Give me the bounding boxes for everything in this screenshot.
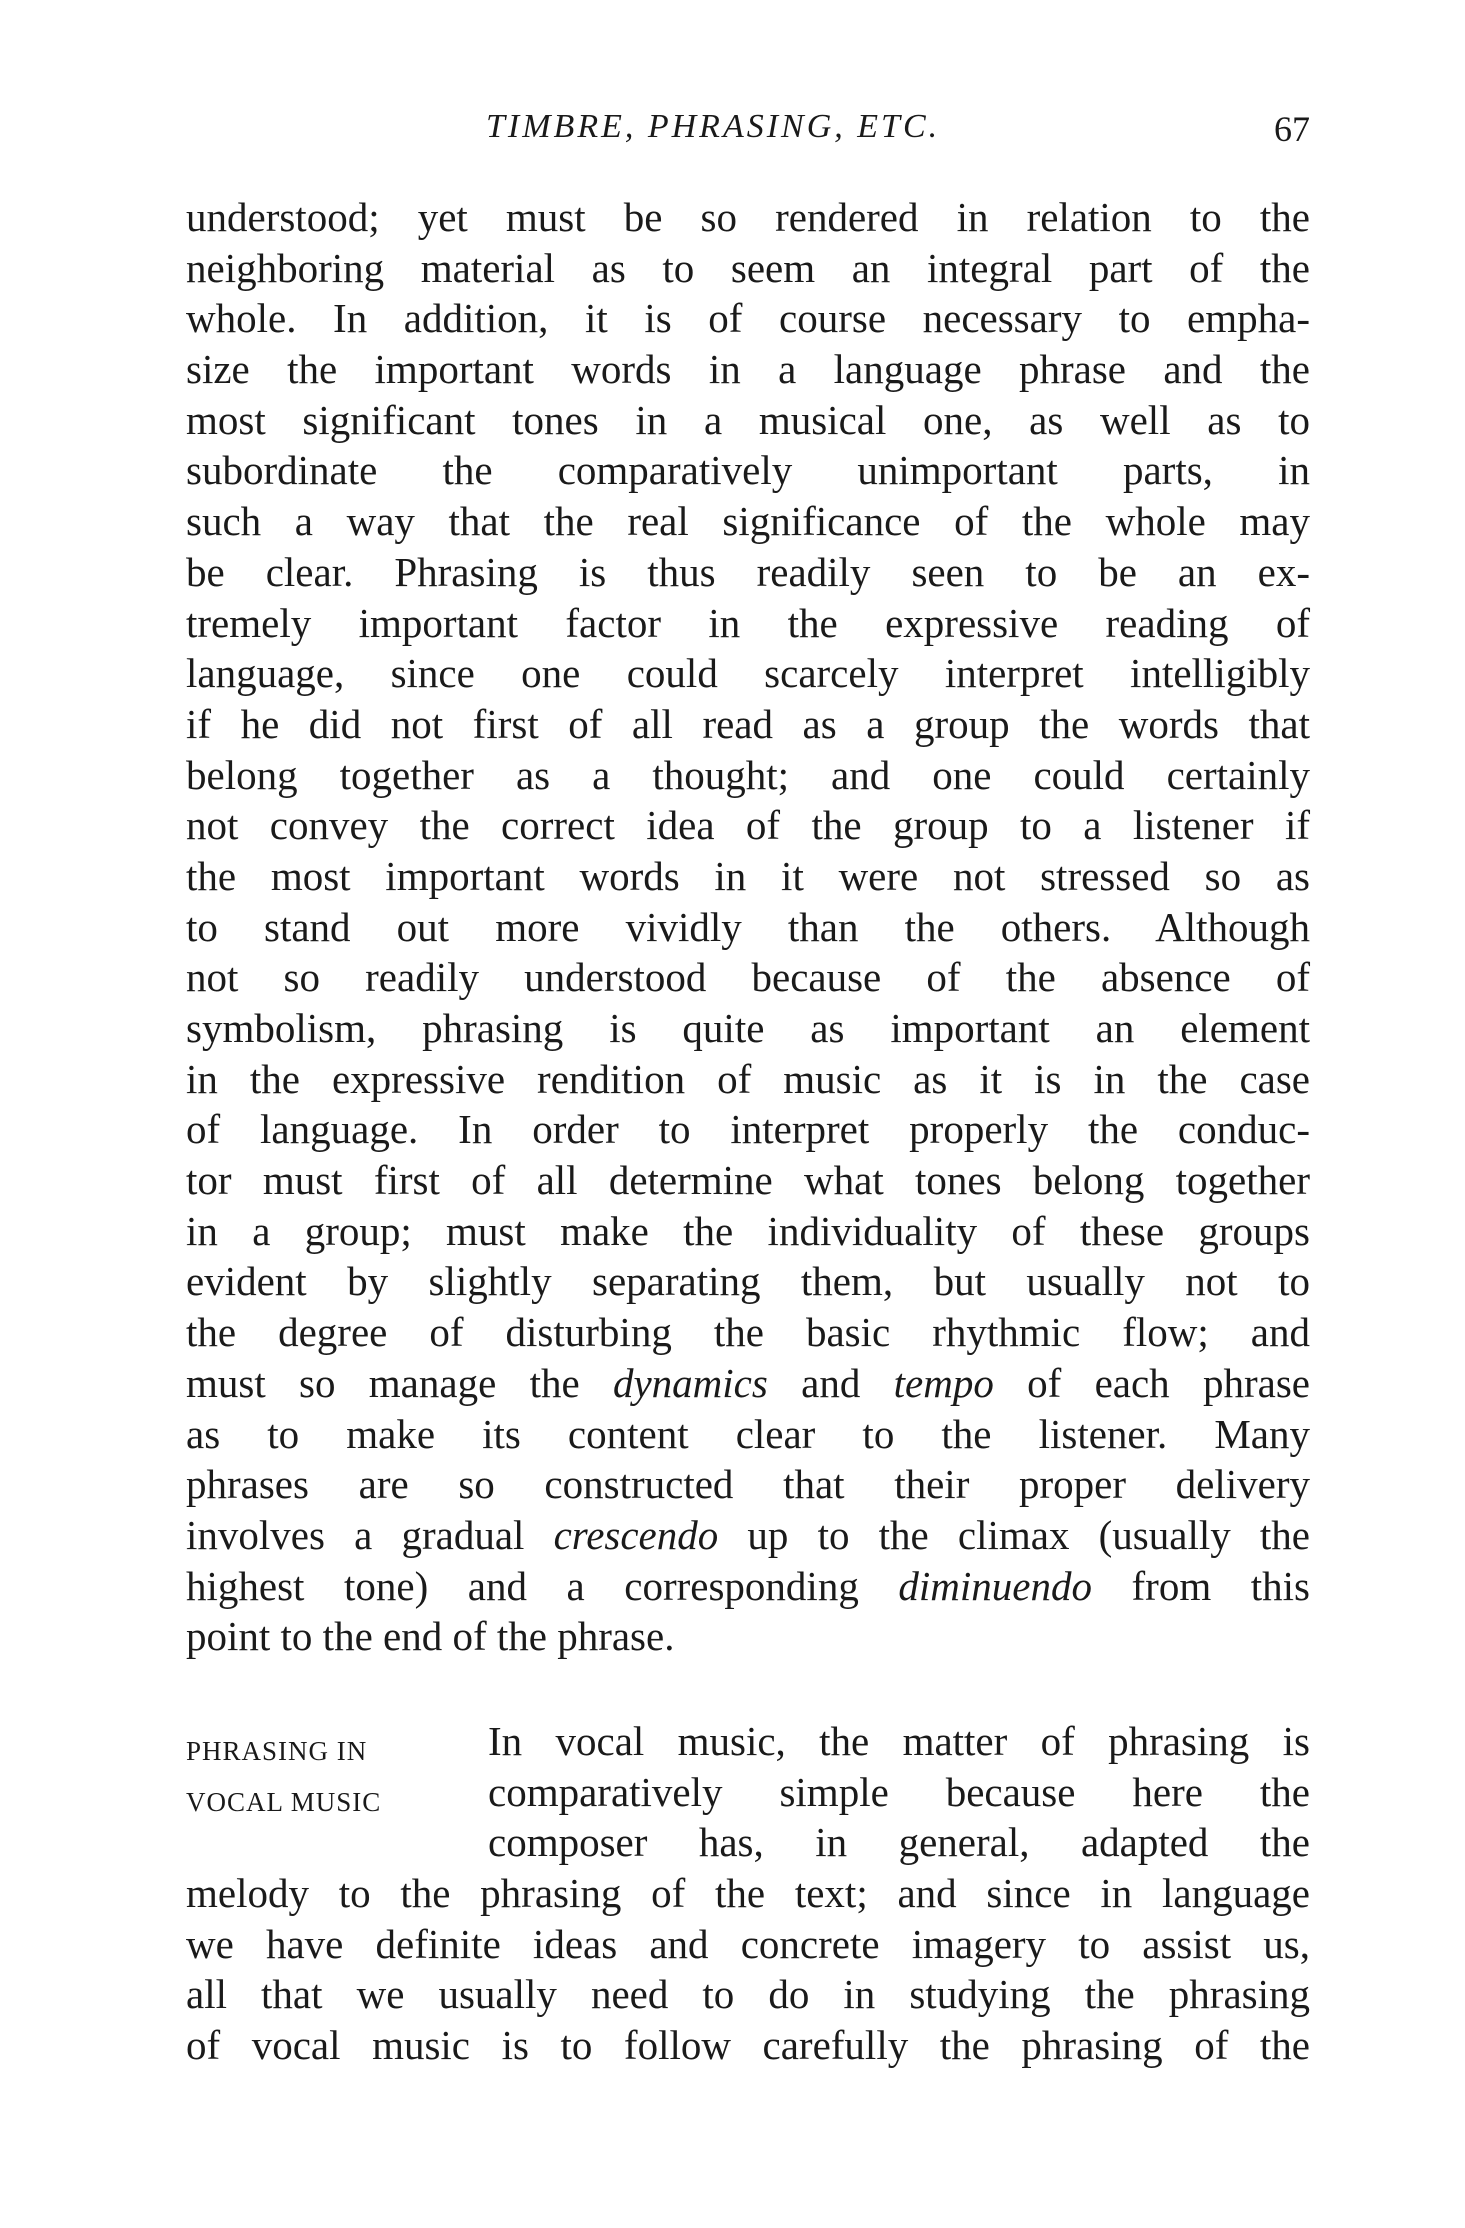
section-phrasing-in-vocal-music [186, 1716, 1310, 2071]
text-line: neighboring material as to seem an integral part of the [186, 244, 1310, 291]
text-line: belong together as a thought; and one could certainly [186, 751, 1310, 798]
text-line: phrases are so constructed that their proper delivery [186, 1461, 1310, 1508]
text-line: not so readily understood because of the absence of [186, 954, 1310, 1001]
text-run: and [767, 1359, 894, 1406]
text-line: to stand out more vividly than the others. Although [186, 903, 1310, 950]
text-run: highest tone) and a corresponding [186, 1562, 899, 1609]
text-line: tremely important factor in the expressive reading of [186, 599, 1310, 646]
running-head [186, 108, 1310, 158]
text-line: symbolism, phrasing is quite as important an element [186, 1005, 1310, 1051]
text-line: be clear. Phrasing is thus readily seen to be an ex- [186, 548, 1310, 595]
italic-term-tempo: tempo [893, 1359, 994, 1406]
text-line: the degree of disturbing the basic rhythmic flow; and [186, 1309, 1310, 1356]
text-line: of language. In order to interpret properly the conduc- [186, 1106, 1310, 1153]
text-line: such a way that the real significance of the whole may [186, 498, 1310, 545]
italic-term-dynamics: dynamics [612, 1359, 768, 1406]
page-number: 67 [1274, 109, 1310, 149]
text-line: understood; yet must be so rendered in relation to the [186, 194, 1310, 240]
text-line: subordinate the comparatively unimportant parts, in [186, 447, 1310, 494]
text-run: must so manage the [186, 1359, 613, 1406]
italic-term-crescendo: crescendo [553, 1511, 719, 1558]
text-run: involves a gradual [186, 1511, 554, 1558]
text-line: tor must first of all determine what tones belong together [186, 1157, 1310, 1204]
margin-heading [186, 1726, 466, 1827]
text-line: the most important words in it were not stressed so as [186, 852, 1310, 899]
text-line: most significant tones in a musical one, as well as to [186, 396, 1310, 443]
indented-lines [488, 1716, 1310, 1868]
text-line: melody to the phrasing of the text; and since in language [186, 1870, 1310, 1917]
text-line: evident by slightly separating them, but usually not to [186, 1258, 1310, 1305]
margin-heading-line: VOCAL MUSIC [186, 1786, 382, 1817]
paragraph-phrasing [186, 192, 1310, 1662]
text-line: as to make its content clear to the listener. Many [186, 1410, 1310, 1457]
italic-term-diminuendo: diminuendo [898, 1562, 1092, 1609]
text-line: In vocal music, the matter of phrasing is [488, 1718, 1310, 1764]
running-title: TIMBRE, PHRASING, ETC. [486, 108, 941, 145]
text-line: comparatively simple because here the [488, 1768, 1310, 1815]
text-line [186, 1510, 1310, 1561]
text-line: of vocal music is to follow carefully the phrasing of the [186, 2022, 1310, 2069]
text-line: in the expressive rendition of music as it is in the case [186, 1055, 1310, 1102]
text-run: of each phrase [993, 1359, 1310, 1406]
margin-heading-line: PHRASING IN [186, 1736, 368, 1766]
text-line: in a group; must make the individuality of these groups [186, 1207, 1310, 1254]
text-line: whole. In addition, it is of course necessary to empha- [186, 295, 1310, 342]
text-line: composer has, in general, adapted the [488, 1819, 1310, 1866]
text-line: we have definite ideas and concrete imagery to assist us, [186, 1920, 1310, 1967]
text-line: all that we usually need to do in studying the phrasing [186, 1971, 1310, 2018]
text-line: point to the end of the phrase. [186, 1613, 675, 1660]
text-line [186, 1358, 1310, 1409]
text-line: size the important words in a language phrase and the [186, 346, 1310, 393]
text-run: from this [1091, 1562, 1311, 1609]
text-line [186, 1561, 1310, 1612]
text-line: not convey the correct idea of the group to a listener if [186, 802, 1310, 849]
text-line: language, since one could scarcely interpret intelligibly [186, 650, 1310, 697]
text-run: up to the climax (usually the [718, 1511, 1310, 1558]
text-line: if he did not first of all read as a group the words that [186, 700, 1310, 747]
